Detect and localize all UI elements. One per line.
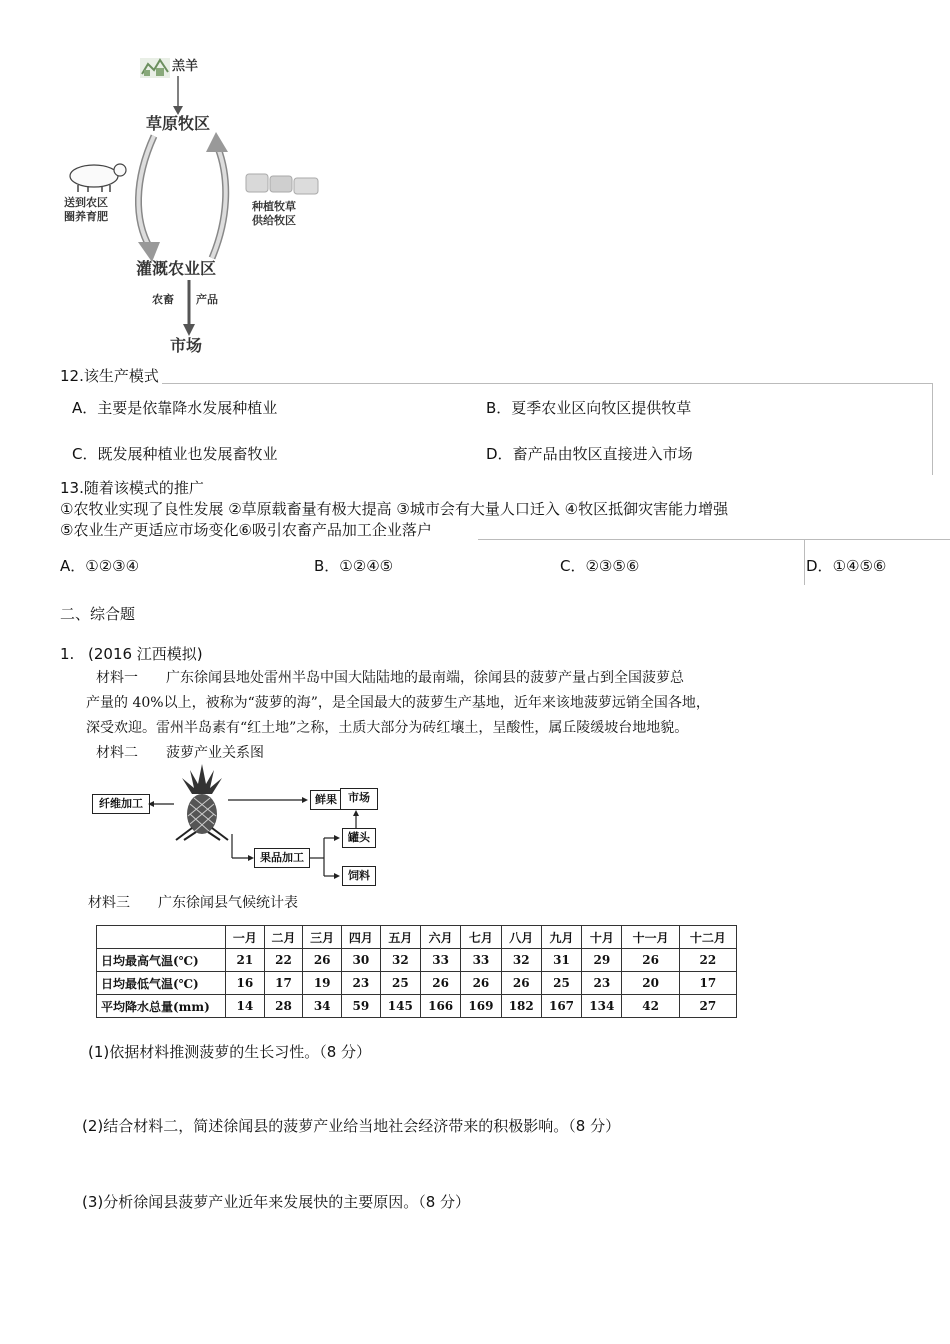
material-1-line2: 产量的 40%以上，被称为“菠萝的海”，是全国最大的菠萝生产基地，近年来该地菠萝远销全国各地，	[86, 695, 710, 711]
subquestion-2: (2)结合材料二，简述徐闻县的菠萝产业给当地社会经济带来的积极影响。（8 分）	[82, 1117, 621, 1135]
month-header: 一月	[226, 926, 265, 949]
table-row	[97, 995, 737, 1018]
table-cell: 134	[582, 995, 622, 1018]
month-header: 二月	[264, 926, 303, 949]
divider	[932, 383, 933, 475]
table-cell: 34	[303, 995, 342, 1018]
table-cell: 26	[461, 972, 501, 995]
cycle-arrows	[120, 130, 250, 270]
row-label: 平均降水总量(mm)	[97, 995, 226, 1018]
q13-stem: 13.随着该模式的推广	[60, 479, 204, 497]
month-header: 八月	[501, 926, 541, 949]
row-label: 日均最高气温(℃)	[97, 949, 226, 972]
subquestion-1: (1)依据材料推测菠萝的生长习性。（8 分）	[88, 1043, 372, 1061]
climate-table	[96, 925, 737, 1018]
table-cell: 182	[501, 995, 541, 1018]
q12-option-d[interactable]: D．畜产品由牧区直接进入市场	[486, 445, 693, 463]
table-corner-cell	[97, 926, 226, 949]
q12-option-c[interactable]: C．既发展种植业也发展畜牧业	[72, 445, 278, 463]
table-cell: 23	[582, 972, 622, 995]
left-label-line2: 圈养育肥	[64, 210, 108, 223]
table-cell: 17	[264, 972, 303, 995]
diagram-top-label: 羔羊	[172, 59, 199, 74]
month-header: 三月	[303, 926, 342, 949]
material-2-title: 材料二 菠萝产业关系图	[96, 745, 264, 761]
month-header: 十一月	[622, 926, 679, 949]
table-cell: 17	[679, 972, 736, 995]
table-cell: 23	[342, 972, 381, 995]
question-number: 1.	[60, 645, 75, 663]
table-cell: 20	[622, 972, 679, 995]
table-cell: 26	[420, 972, 460, 995]
table-cell: 26	[622, 949, 679, 972]
table-cell: 25	[541, 972, 581, 995]
table-cell: 16	[226, 972, 265, 995]
table-cell: 19	[303, 972, 342, 995]
goat-icon	[138, 52, 174, 82]
right-label-line1: 种植牧草	[252, 200, 296, 213]
divider	[162, 383, 932, 384]
table-row	[97, 949, 737, 972]
table-cell: 25	[380, 972, 420, 995]
flow-box-can: 罐头	[342, 828, 376, 848]
table-cell: 14	[226, 995, 265, 1018]
q13-option-d[interactable]: D．①④⑤⑥	[806, 557, 887, 575]
arrow-down-icon	[170, 76, 186, 116]
q12-option-a[interactable]: A．主要是依靠降水发展种植业	[72, 399, 278, 417]
month-header: 十二月	[679, 926, 736, 949]
products-label-2: 产品	[196, 293, 218, 306]
month-header: 九月	[541, 926, 581, 949]
question-source: (2016 江西模拟)	[88, 645, 203, 663]
month-header: 七月	[461, 926, 501, 949]
subquestion-3: (3)分析徐闻县菠萝产业近年来发展快的主要原因。（8 分）	[82, 1193, 471, 1211]
table-cell: 21	[226, 949, 265, 972]
pineapple-icon	[172, 762, 232, 842]
table-cell: 42	[622, 995, 679, 1018]
divider	[804, 539, 805, 585]
table-cell: 166	[420, 995, 460, 1018]
q12-option-b[interactable]: B．夏季农业区向牧区提供牧草	[486, 399, 692, 417]
flow-box-fresh: 鲜果	[310, 790, 342, 810]
table-cell: 29	[582, 949, 622, 972]
flow-box-processing: 果品加工	[254, 848, 310, 868]
table-cell: 26	[303, 949, 342, 972]
flow-box-market: 市场	[340, 788, 378, 810]
table-cell: 26	[501, 972, 541, 995]
q12-stem: 12.该生产模式	[60, 367, 159, 385]
sheep-icon	[64, 158, 130, 194]
left-label-line1: 送到农区	[64, 196, 108, 209]
table-cell: 167	[541, 995, 581, 1018]
table-cell: 31	[541, 949, 581, 972]
month-header: 五月	[380, 926, 420, 949]
q13-statements-line1: ①农牧业实现了良性发展 ②草原载畜量有极大提高 ③城市会有大量人口迁入 ④牧区抵御灾害能力增强	[60, 500, 729, 518]
month-header: 四月	[342, 926, 381, 949]
flow-box-fiber: 纤维加工	[92, 794, 150, 814]
material-3-title: 材料三 广东徐闻县气候统计表	[88, 895, 298, 911]
month-header: 六月	[420, 926, 460, 949]
table-cell: 59	[342, 995, 381, 1018]
table-cell: 28	[264, 995, 303, 1018]
month-header: 十月	[582, 926, 622, 949]
market-label: 市场	[170, 336, 203, 355]
q13-option-a[interactable]: A．①②③④	[60, 557, 140, 575]
table-cell: 30	[342, 949, 381, 972]
table-cell: 145	[380, 995, 420, 1018]
farm-label: 灌溉农业区	[136, 259, 217, 278]
table-row	[97, 972, 737, 995]
section-title: 二、综合题	[60, 605, 136, 623]
table-cell: 169	[461, 995, 501, 1018]
arrow-down-market-icon	[182, 280, 196, 338]
flow-box-feed: 饲料	[342, 866, 376, 886]
right-label-line2: 供给牧区	[252, 214, 296, 227]
pasture-label: 草原牧区	[146, 114, 211, 133]
hay-bales-icon	[244, 170, 320, 196]
table-cell: 22	[264, 949, 303, 972]
table-cell: 33	[420, 949, 460, 972]
table-header-row	[97, 926, 737, 949]
row-label: 日均最低气温(℃)	[97, 972, 226, 995]
divider	[478, 539, 950, 540]
q13-statements-line2: ⑤农业生产更适应市场变化⑥吸引农畜产品加工企业落户	[60, 521, 432, 539]
products-label-1: 农畜	[152, 293, 174, 306]
q13-option-c[interactable]: C．②③⑤⑥	[560, 557, 640, 575]
table-cell: 27	[679, 995, 736, 1018]
arrow-left-icon	[148, 800, 174, 808]
table-cell: 33	[461, 949, 501, 972]
table-cell: 32	[501, 949, 541, 972]
table-cell: 22	[679, 949, 736, 972]
table-cell: 32	[380, 949, 420, 972]
q13-option-b[interactable]: B．①②④⑤	[314, 557, 394, 575]
material-1-line3: 深受欢迎。雷州半岛素有“红土地”之称，土质大部分为砖红壤土，呈酸性，属丘陵缓坡台地地貌。	[86, 720, 689, 736]
material-1-line1: 材料一 广东徐闻县地处雷州半岛中国大陆陆地的最南端，徐闻县的菠萝产量占到全国菠萝总	[96, 670, 684, 686]
